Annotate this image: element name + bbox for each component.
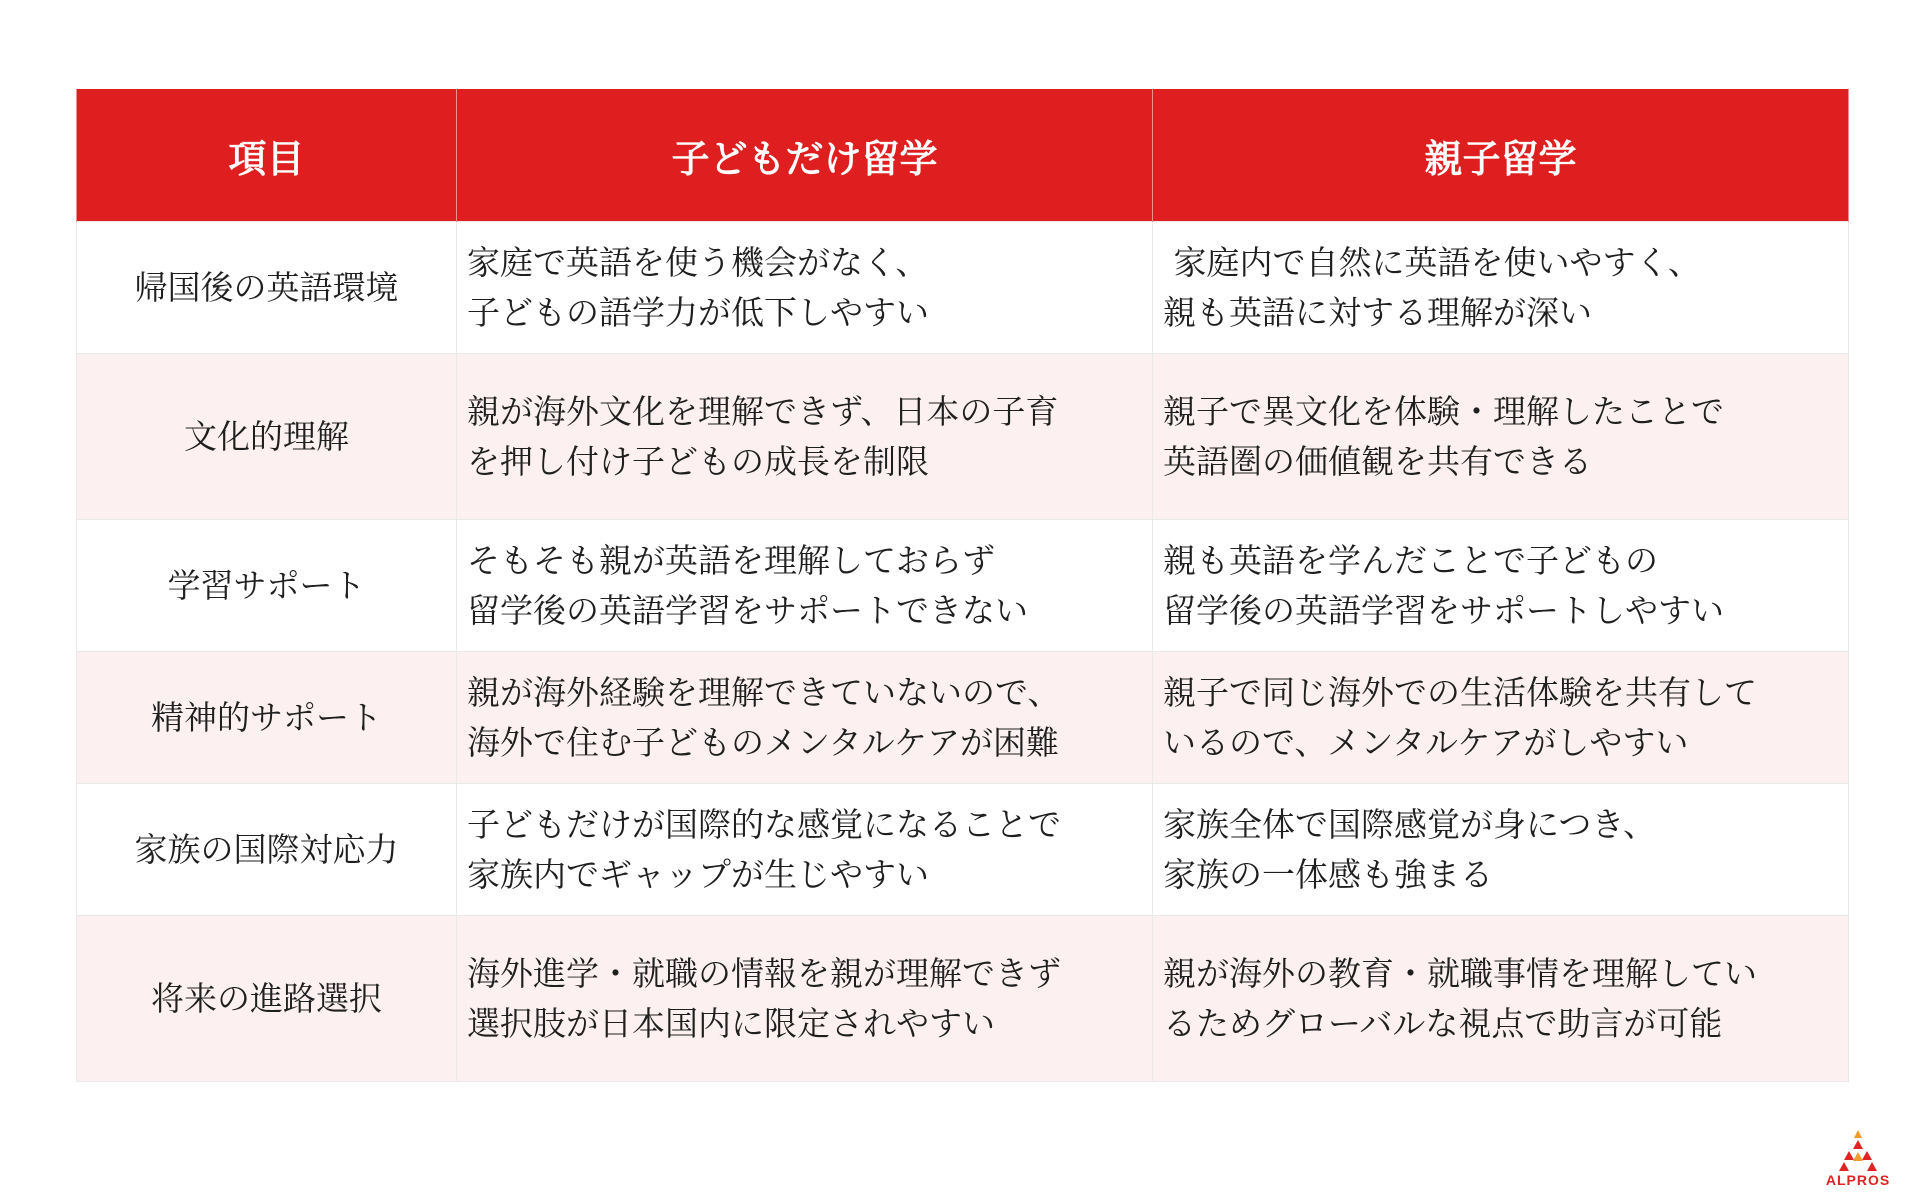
parent-child-cell: 親子で同じ海外での生活体験を共有して いるので、メンタルケアがしやすい: [1153, 652, 1849, 784]
child-only-cell: 家庭で英語を使う機会がなく、 子どもの語学力が低下しやすい: [457, 222, 1153, 354]
logo-text: ALPROS: [1825, 1172, 1891, 1188]
row-item-cell: 精神的サポート: [77, 652, 457, 784]
table-row: [77, 222, 1849, 354]
row-item-cell: 将来の進路選択: [77, 916, 457, 1082]
table-row: [77, 520, 1849, 652]
table-row: [77, 652, 1849, 784]
header-row: [77, 89, 1849, 222]
row-item-cell: 学習サポート: [77, 520, 457, 652]
child-only-cell: 子どもだけが国際的な感覚になることで 家族内でギャップが生じやすい: [457, 784, 1153, 916]
comparison-table: [76, 89, 1849, 1082]
header-child-only: 子どもだけ留学: [457, 89, 1153, 222]
parent-child-cell: 親子で異文化を体験・理解したことで 英語圏の価値観を共有できる: [1153, 354, 1849, 520]
alpros-logo: [1818, 1128, 1898, 1188]
child-only-cell: そもそも親が英語を理解しておらず 留学後の英語学習をサポートできない: [457, 520, 1153, 652]
parent-child-cell: 家族全体で国際感覚が身につき、 家族の一体感も強まる: [1153, 784, 1849, 916]
header-item: 項目: [77, 89, 457, 222]
child-only-cell: 親が海外文化を理解できず、日本の子育 を押し付け子どもの成長を制限: [457, 354, 1153, 520]
table-row: [77, 354, 1849, 520]
row-item-cell: 文化的理解: [77, 354, 457, 520]
header-parent-child: 親子留学: [1153, 89, 1849, 222]
parent-child-cell: 親も英語を学んだことで子どもの 留学後の英語学習をサポートしやすい: [1153, 520, 1849, 652]
parent-child-cell: 家庭内で自然に英語を使いやすく、 親も英語に対する理解が深い: [1153, 222, 1849, 354]
child-only-cell: 親が海外経験を理解できていないので、 海外で住む子どものメンタルケアが困難: [457, 652, 1153, 784]
row-item-cell: 帰国後の英語環境: [77, 222, 457, 354]
alpros-logo-mark-icon: [1836, 1128, 1880, 1172]
child-only-cell: 海外進学・就職の情報を親が理解できず 選択肢が日本国内に限定されやすい: [457, 916, 1153, 1082]
row-item-cell: 家族の国際対応力: [77, 784, 457, 916]
table-row: [77, 784, 1849, 916]
parent-child-cell: 親が海外の教育・就職事情を理解してい るためグローバルな視点で助言が可能: [1153, 916, 1849, 1082]
table-row: [77, 916, 1849, 1082]
